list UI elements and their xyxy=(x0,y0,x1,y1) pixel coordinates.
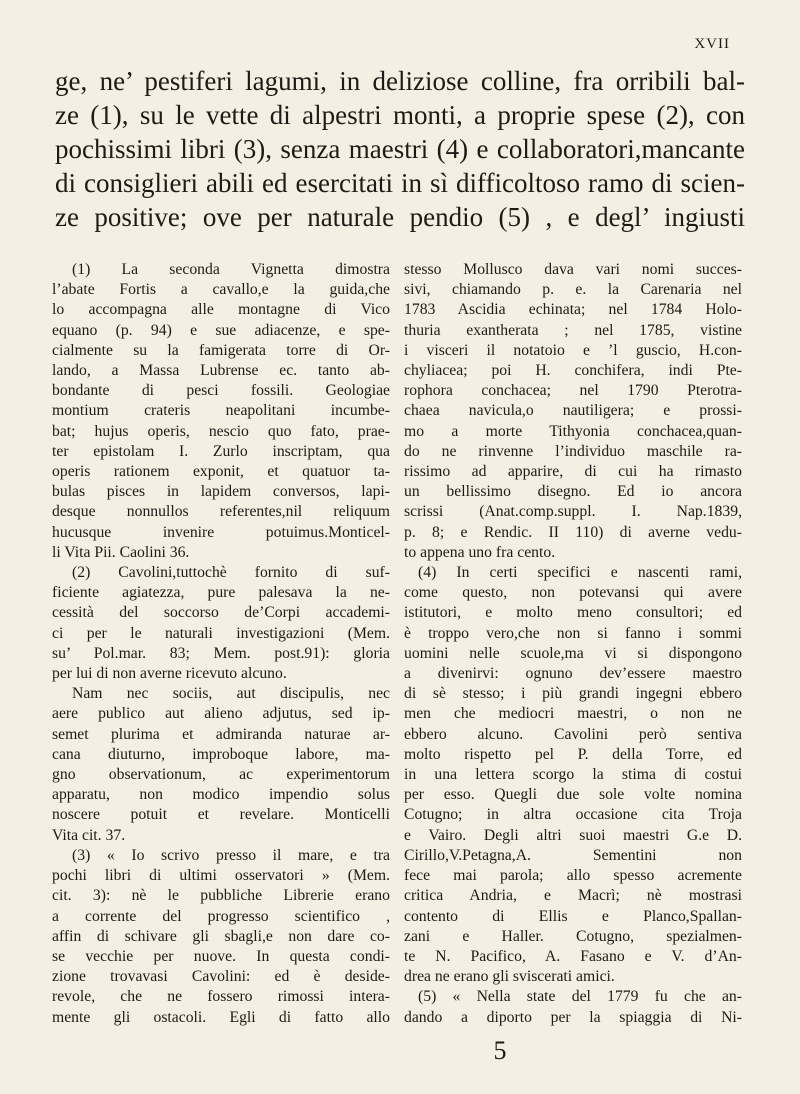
footnote-line: critica Andria, e Macrì; nè mostrasi xyxy=(404,887,742,905)
main-text-line: pochissimi libri (3), senza maestri (4) e collaboratori,mancante xyxy=(55,134,745,164)
footnote-line: lando, a Massa Lubrense ec. tanto ab- xyxy=(52,362,390,380)
signature-mark: 5 xyxy=(493,1036,507,1065)
footnote-line: rophora conchacea; nel 1790 Pterotra- xyxy=(404,382,742,400)
footnote-line: revole, che ne fossero rimossi intera- xyxy=(52,988,390,1006)
footnote-line: di sè stesso; i più grandi ingegni ebbero xyxy=(404,685,742,703)
footnote-line: equano (p. 94) e sue adiacenze, e spe- xyxy=(52,321,390,339)
footnote-line: apparatu, non modico impendio solus xyxy=(52,786,390,804)
footnote-line: p. 8; e Rendic. II 110) di averne vedu- xyxy=(404,523,742,541)
footnote-line: (5) « Nella state del 1779 fu che an- xyxy=(418,988,742,1006)
footnote-line: chaea navicula,o nautiligera; e prossi- xyxy=(404,402,742,420)
footnote-line: bondante di pesci fossili. Geologiae xyxy=(52,382,390,400)
footnote-line: è troppo vero,che non si fanno i sommi xyxy=(404,624,742,642)
footnotes-right-column xyxy=(404,260,742,1028)
footnote-line: contento di Ellis e Planco,Spallan- xyxy=(404,907,742,925)
footnote-line: in una lettera scorgo la stima di costui xyxy=(404,766,742,784)
footnote-line: stesso Mollusco dava vari nomi succes- xyxy=(404,261,742,278)
footnote-line: ter epistolam I. Zurlo inscriptam, qua xyxy=(52,442,390,460)
footnote-line: noscere potuit et revelare. Monticelli xyxy=(52,806,390,824)
footnote-line: aere publico aut alieno adjutus, sed ip- xyxy=(52,705,390,723)
main-text-line: di consiglieri abili ed esercitati in sì difficoltoso ramo di scien- xyxy=(55,168,745,198)
footnote-line: uomini nelle scuole,ma vi si dispongono xyxy=(404,644,742,662)
footnote-line: operis rationem exponit, et quatuor ta- xyxy=(52,463,390,481)
footnote-line: ficiente agiatezza, pure palesava la ne- xyxy=(52,584,390,602)
footnote-line: Cotugno; in altra occasione cita Troja xyxy=(404,806,742,824)
footnote-line: fece mai parola; allo spesso acremente xyxy=(404,867,742,885)
footnote-line: thuria exantherata ; nel 1785, vistine xyxy=(404,321,742,339)
footnote-line: se vecchie per nuove. In questa condi- xyxy=(52,947,390,965)
footnote-line: desque nonnullos referentes,nil reliquum xyxy=(52,503,390,521)
footnote-line: per lui di non averne ricevuto alcuno. xyxy=(52,665,287,683)
footnote-line: zani e Haller. Cotugno, spezialmen- xyxy=(404,927,742,945)
footnote-line: un bellissimo disegno. Ed io ancora xyxy=(404,483,742,501)
footnote-line: men che mediocri maestri, o non ne xyxy=(404,705,742,723)
footnote-line: molto rispetto pel P. della Torre, ed xyxy=(404,745,742,763)
footnote-line: ebbero alcuno. Cavolini però sentiva xyxy=(404,725,742,743)
footnote-line: per esso. Quegli due sole volte nomina xyxy=(404,786,742,804)
footnote-line: zione trovavasi Cavolini: ed è deside- xyxy=(52,968,390,986)
footnote-line: cit. 3): nè le pubbliche Librerie erano xyxy=(52,887,390,905)
footnote-line: bulas pisces in lapidem conversos, lapi- xyxy=(52,483,390,501)
footnote-line: come questo, non potevansi qui avere xyxy=(404,584,742,602)
footnote-line: cessità del soccorso de’Corpi accademi- xyxy=(52,604,390,622)
footnote-line: drea ne erano gli sviscerati amici. xyxy=(404,968,615,986)
page-number: XVII xyxy=(694,36,730,52)
footnote-line: mente gli ostacoli. Egli di fatto allo xyxy=(52,1008,390,1026)
footnote-line: i visceri il notatoio e ’l guscio, H.con- xyxy=(404,341,742,359)
main-text-line: ge, ne’ pestiferi lagumi, in deliziose colline, fra orribili bal- xyxy=(55,66,745,96)
footnote-line: a divenirvi: ognuno dev’essere maestro xyxy=(404,665,742,683)
footnote-line: montium crateris neapolitani incumbe- xyxy=(52,402,390,420)
footnote-line: cialmente su la famigerata torre di Or- xyxy=(52,341,390,359)
main-text xyxy=(55,64,745,234)
footnote-line: chyliacea; poi H. conchifera, indi Pte- xyxy=(404,362,742,380)
footnote-line: Vita cit. 37. xyxy=(52,826,126,844)
footnote-line: 1783 Ascidia echinata; nel 1784 Holo- xyxy=(404,301,742,319)
footnote-line: do ne rinvenne l’individuo maschile ra- xyxy=(404,442,742,460)
footnote-line: mo a morte Tithyonia conchacea,quan- xyxy=(404,422,742,440)
footnote-line: dando a diporto per la spiaggia di Ni- xyxy=(404,1008,742,1026)
footnote-line: l’abate Fortis a cavallo,e la guida,che xyxy=(52,281,390,299)
footnote-line: bat; hujus operis, nescio quo fato, prae- xyxy=(52,422,390,440)
footnote-line: sivi, chiamando p. e. la Carenaria nel xyxy=(404,281,742,299)
footnote-line: pochi libri di ultimi osservatori » (Mem. xyxy=(52,867,390,885)
footnote-line: semet plurima et admiranda naturae ar- xyxy=(52,725,390,743)
footnote-line: affin di schivare gli sbagli,e non dare co- xyxy=(52,927,390,945)
footnote-line: te N. Pacifico, A. Fasano e V. d’An- xyxy=(404,947,742,965)
footnote-line: to appena uno fra cento. xyxy=(404,543,556,561)
footnote-line: (2) Cavolini,tuttochè fornito di suf- xyxy=(72,564,390,582)
footnote-line: scrissi (Anat.comp.suppl. I. Nap.1839, xyxy=(404,503,742,521)
footnotes-left-column xyxy=(52,260,390,1028)
footnote-line: li Vita Pii. Caolini 36. xyxy=(52,543,190,561)
footnote-line: lo accompagna alle montagne di Vico xyxy=(52,301,390,319)
footnote-line: rissimo ad apparire, di cui ha rimasto xyxy=(404,463,742,481)
footnote-line: hucusque invenire potuimus.Monticel- xyxy=(52,523,390,541)
footnote-line: e Vairo. Degli altri suoi maestri G.e D. xyxy=(404,826,742,844)
main-text-line: ze (1), su le vette di alpestri monti, a proprie spese (2), con xyxy=(55,100,745,130)
footnote-line: a corrente del progresso scientifico , xyxy=(52,907,390,925)
footnote-line: gno observationum, ac experimentorum xyxy=(52,766,390,784)
footnote-line: ci per le naturali investigazioni (Mem. xyxy=(52,624,390,642)
footnote-line: (1) La seconda Vignetta dimostra xyxy=(72,261,390,278)
footnote-line: cana diuturno, improboque labore, ma- xyxy=(52,745,390,763)
footnote-line: Cirillo,V.Petagna,A. Sementini non xyxy=(404,846,742,864)
footnote-line: (3) « Io scrivo presso il mare, e tra xyxy=(72,846,390,864)
footnote-line: (4) In certi specifici e nascenti rami, xyxy=(418,564,742,582)
footnote-line: Nam nec sociis, aut discipulis, nec xyxy=(72,685,390,703)
footnote-line: su’ Pol.mar. 83; Mem. post.91): gloria xyxy=(52,644,390,662)
footnote-line: istitutori, e molto meno consultori; ed xyxy=(404,604,742,622)
main-text-line: ze positive; ove per naturale pendio (5) , e degl’ ingiusti xyxy=(55,202,745,232)
